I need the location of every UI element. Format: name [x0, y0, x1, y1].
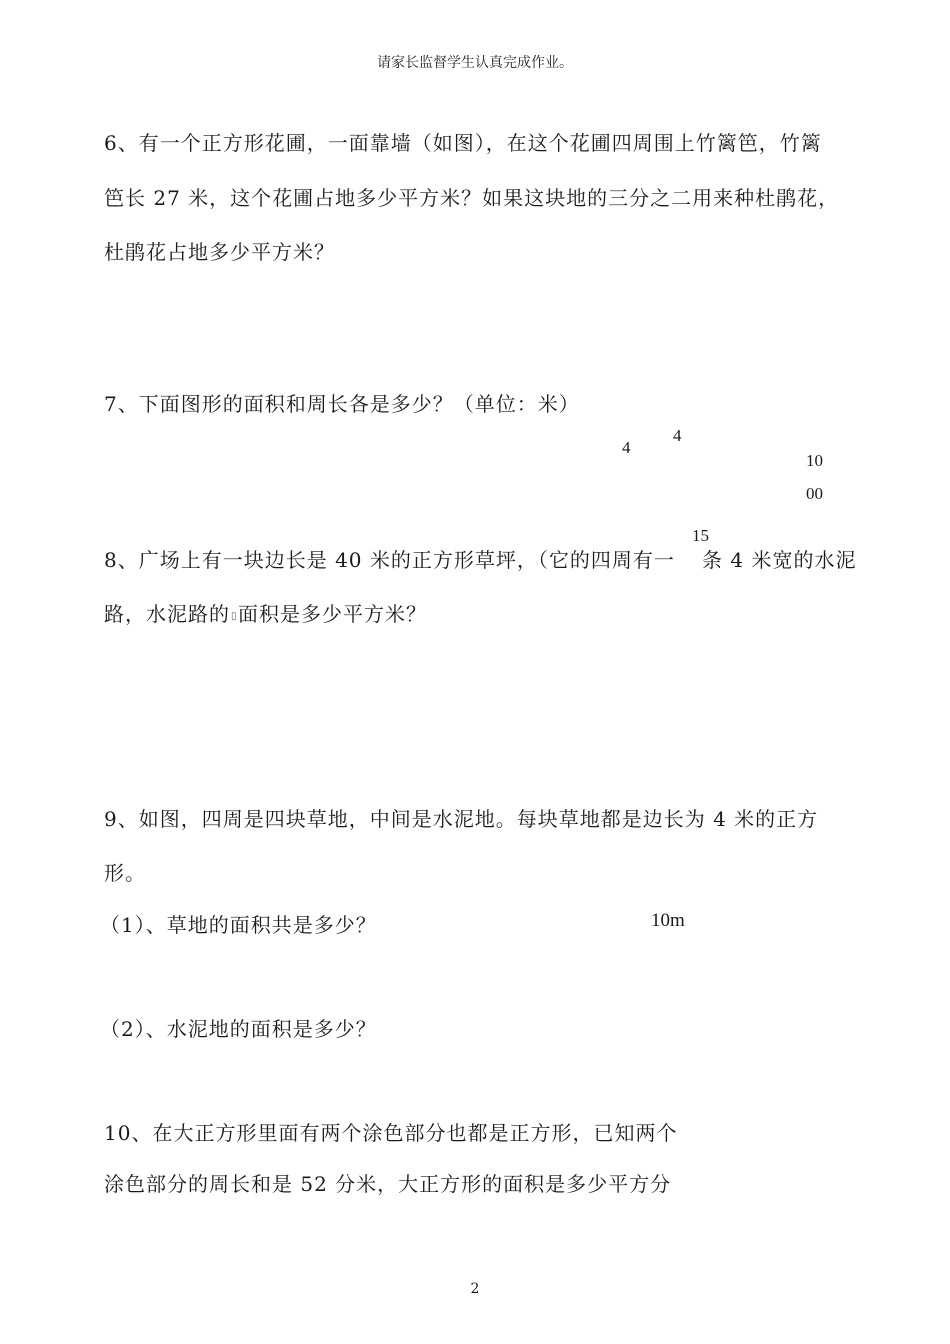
q7-line-1: 7、下面图形的面积和周长各是多少？（单位：米）	[104, 392, 580, 416]
q6-line-3: 杜鹃花占地多少平方米？	[104, 240, 335, 264]
q9-line-1: 9、如图，四周是四块草地，中间是水泥地。每块草地都是边长为 4 米的正方	[104, 807, 819, 831]
q9-sub-question-1: （1）、草地的面积共是多少？	[100, 913, 377, 937]
q8-line-2a: 路，水泥路的	[104, 602, 230, 626]
q9-sub-question-2: （2）、水泥地的面积是多少？	[100, 1017, 377, 1041]
q8-text-cursor-mark: ▯	[231, 611, 237, 622]
q7-figure-label-10: 10	[806, 451, 823, 470]
q8-line-2b: 面积是多少平方米？	[238, 602, 427, 626]
q6-line-2: 笆长 27 米，这个花圃占地多少平方米？如果这块地的三分之二用来种杜鹃花，	[104, 186, 840, 210]
q8-line-1a: 8、广场上有一块边长是 40 米的正方形草坪，（它的四周有一	[104, 548, 675, 572]
q10-line-2: 涂色部分的周长和是 52 分米，大正方形的面积是多少平方分	[104, 1172, 672, 1196]
q9-line-2: 形。	[104, 861, 146, 885]
page-header: 请家长监督学生认真完成作业。	[377, 55, 573, 71]
page-number: 2	[470, 1281, 480, 1297]
q7-figure-label-00: 00	[806, 484, 823, 503]
q7-figure-label-left-4: 4	[622, 438, 631, 457]
q8-line-1b: 条 4 米宽的水泥	[702, 548, 857, 572]
q6-line-1: 6、有一个正方形花圃，一面靠墙（如图），在这个花圃四周围上竹篱笆，竹篱	[104, 131, 822, 155]
q7-figure-label-15: 15	[692, 526, 709, 545]
q9-figure-label-10m: 10m	[651, 910, 685, 931]
q10-line-1: 10、在大正方形里面有两个涂色部分也都是正方形，已知两个	[104, 1121, 678, 1145]
q7-figure-label-top-4: 4	[673, 426, 682, 445]
